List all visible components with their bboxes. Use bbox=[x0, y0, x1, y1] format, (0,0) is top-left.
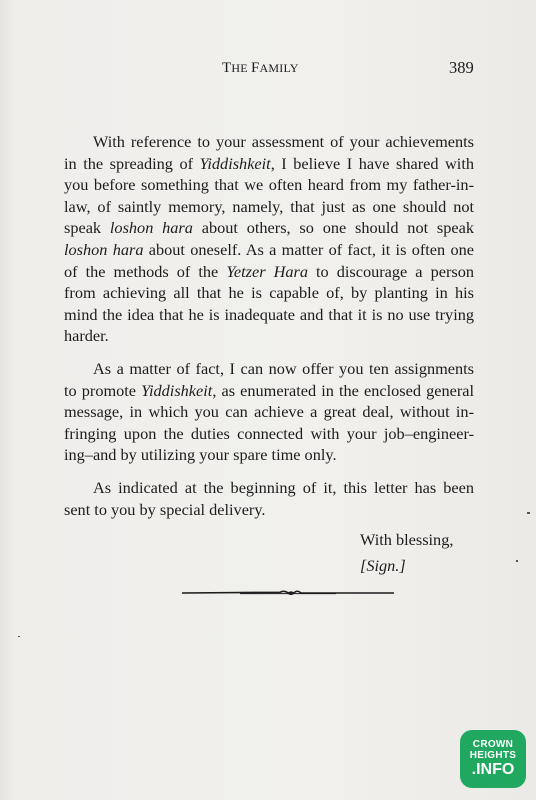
scan-speck bbox=[516, 560, 518, 562]
text-line bbox=[64, 401, 474, 423]
text-run: As indicated at the beginning of it, this letter has been bbox=[93, 477, 474, 497]
text-run: you before something that we often heard from my father-in- bbox=[64, 175, 474, 195]
italic-term: loshon hara bbox=[109, 218, 193, 238]
text-run: speak bbox=[64, 218, 110, 238]
text-run: to discourage a person bbox=[307, 261, 474, 281]
text-line bbox=[64, 325, 474, 347]
watermark-logo bbox=[460, 730, 526, 788]
text-run: , I believe I have shared with bbox=[270, 153, 474, 173]
chapter-title-part1: HE bbox=[231, 61, 251, 75]
italic-term: Yiddishkeit bbox=[199, 153, 271, 173]
logo-line1: CROWN HEIGHTS bbox=[469, 739, 517, 761]
running-head bbox=[0, 60, 536, 84]
text-line bbox=[64, 499, 474, 521]
text-line bbox=[64, 261, 474, 283]
scan-speck bbox=[18, 636, 20, 637]
text-line bbox=[64, 174, 474, 196]
chapter-title-part2: AMILY bbox=[259, 61, 299, 75]
chapter-title-initial2: F bbox=[250, 60, 260, 76]
text-run: sent to you by special delivery. bbox=[64, 499, 266, 519]
logo-line2: .INFO bbox=[471, 761, 515, 778]
text-run: to promote bbox=[64, 380, 142, 400]
text-line bbox=[64, 196, 474, 218]
text-line bbox=[64, 153, 474, 175]
italic-term: loshon hara bbox=[64, 239, 144, 259]
letter-body bbox=[64, 131, 474, 531]
text-run: from achieving all that he is capable of, by planting in his bbox=[64, 283, 474, 303]
signature: [Sign.] bbox=[360, 556, 406, 575]
paragraph bbox=[64, 131, 474, 347]
text-run: With reference to your assessment of your achievements bbox=[93, 132, 474, 151]
scan-speck bbox=[527, 512, 530, 514]
page-number: 389 bbox=[449, 58, 474, 77]
text-line bbox=[64, 423, 474, 445]
text-run: , as enumerated in the enclosed general bbox=[212, 380, 474, 400]
text-run: message, in which you can achieve a great deal, without in- bbox=[64, 402, 474, 422]
italic-term: Yetzer Hara bbox=[226, 261, 308, 281]
text-run: of the methods of the bbox=[64, 261, 227, 281]
text-run: about others, so one should not speak bbox=[192, 218, 475, 238]
italic-term: Yiddishkeit bbox=[141, 380, 213, 400]
section-end-ornament bbox=[180, 586, 396, 600]
text-line bbox=[64, 444, 474, 466]
text-line bbox=[64, 282, 474, 304]
text-line bbox=[64, 131, 474, 153]
chapter-title-initial: T bbox=[222, 60, 232, 76]
text-run: As a matter of fact, I can now offer you ten assignments bbox=[93, 358, 474, 378]
closing-salutation: With blessing, bbox=[360, 530, 454, 549]
text-line bbox=[64, 380, 474, 402]
text-run: fringing upon the duties connected with your job–engineer- bbox=[64, 423, 474, 443]
text-line bbox=[64, 239, 474, 261]
paragraph bbox=[64, 358, 474, 466]
text-run: ing–and by utilizing your spare time only. bbox=[64, 445, 337, 465]
chapter-title bbox=[222, 60, 299, 77]
text-line bbox=[64, 217, 474, 239]
text-run: harder. bbox=[64, 326, 109, 346]
text-line bbox=[64, 477, 474, 499]
text-run: law, of saintly memory, namely, that just as one should not bbox=[64, 196, 474, 216]
text-line bbox=[64, 304, 474, 326]
paragraph bbox=[64, 477, 474, 520]
text-run: in the spreading of bbox=[64, 153, 200, 173]
text-run: mind the idea that he is inadequate and that it is no use trying bbox=[64, 304, 474, 324]
text-line bbox=[64, 358, 474, 380]
text-run: about oneself. As a matter of fact, it is often one bbox=[143, 239, 474, 259]
letter-closing bbox=[360, 527, 453, 579]
